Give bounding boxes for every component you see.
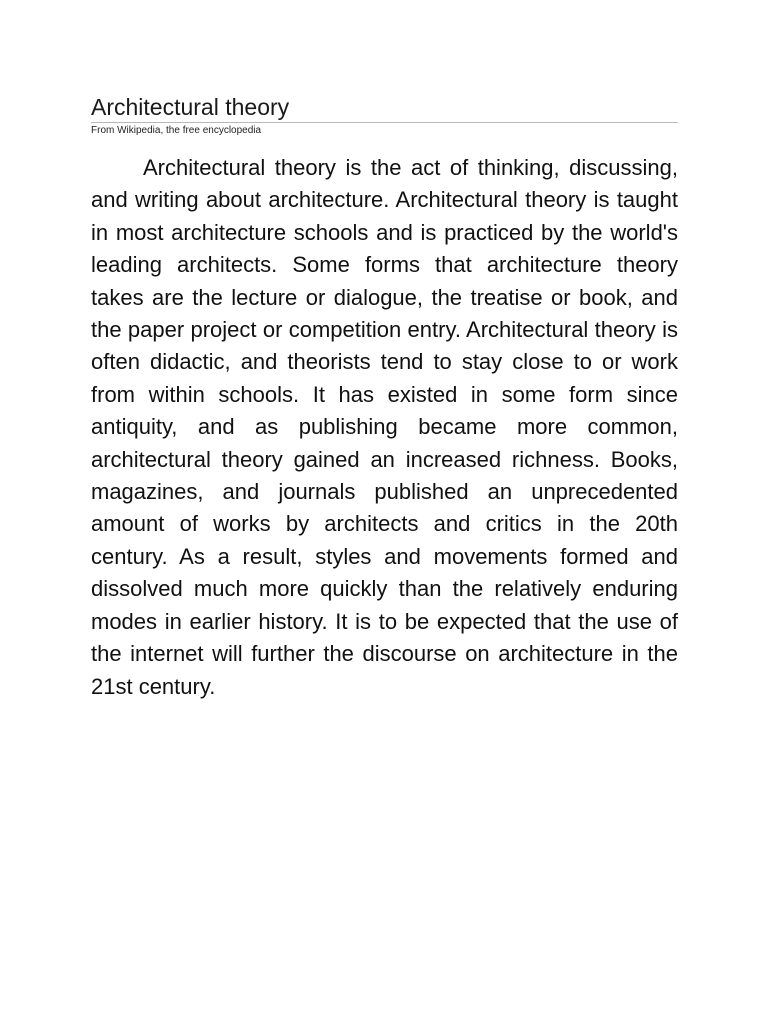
article-subtitle: From Wikipedia, the free encyclopedia	[91, 125, 262, 136]
article-title: Architectural theory	[91, 92, 678, 123]
article-page	[91, 92, 678, 703]
article-paragraph: Architectural theory is the act of thinking, discussing, and writing about architecture. Architectural theory is taught in most architecture schools and is practiced by the world's leading architects. Some forms that architecture theory takes are the lecture or dialogue, the treatise or book, and the paper project or competition entry. Architectural theory is often didactic, and theorists tend to stay close to or work from within schools. It has existed in some form since antiquity, and as publishing became more common, architectural theory gained an increased richness. Books, magazines, and journals published an unprecedented amount of works by architects and critics in the 20th century. As a result, styles and movements formed and dissolved much more quickly than the relatively enduring modes in earlier history. It is to be expected that the use of the internet will further the discourse on architecture in the 21st century.	[91, 155, 678, 699]
